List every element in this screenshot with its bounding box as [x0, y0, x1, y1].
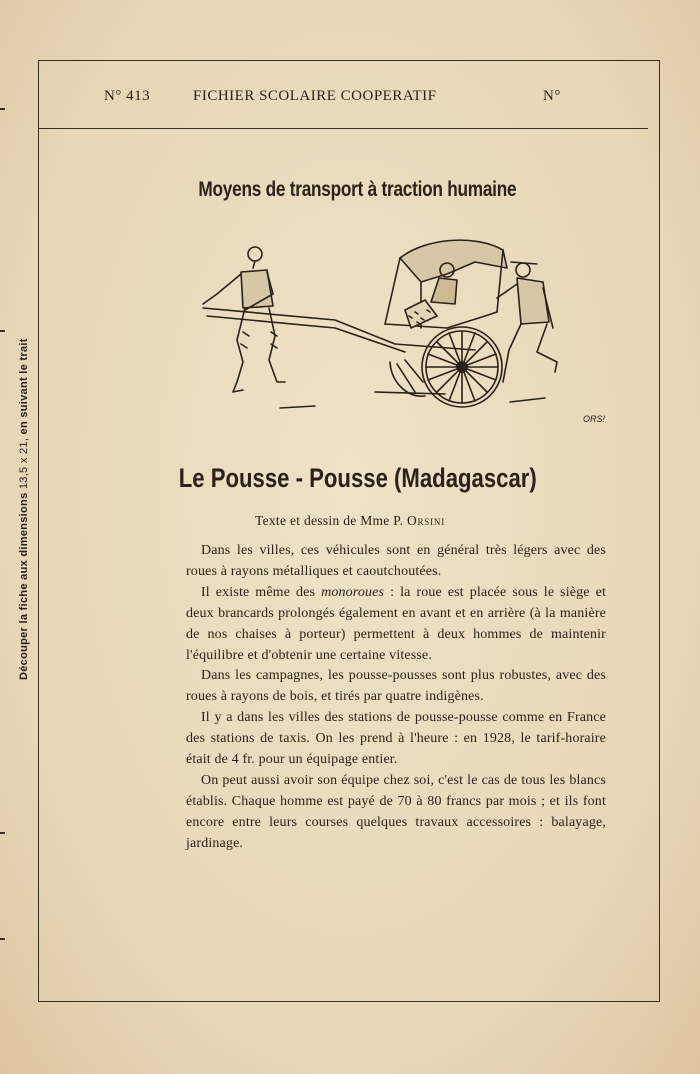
collection-title: FICHIER SCOLAIRE COOPERATIF — [193, 88, 437, 104]
card-header — [0, 88, 700, 110]
punch-mark — [0, 832, 5, 834]
rickshaw-drawing — [185, 232, 615, 432]
cutting-instruction-end: en suivant le trait — [18, 338, 30, 435]
cutting-dimensions: 13,5 x 21, — [18, 437, 30, 490]
article-title: Le Pousse - Pousse (Madagascar) — [178, 463, 537, 493]
illustration-signature: ORS! — [583, 414, 606, 424]
monoroues-term: monoroues — [321, 584, 385, 600]
author-name: Orsini — [406, 513, 446, 528]
paragraph-monoroues-start: Il existe même des — [201, 584, 322, 600]
cutting-instruction-start: Découper la fiche aux dimensions — [18, 492, 30, 680]
article-body — [186, 541, 606, 855]
main-title: Moyens de transport à traction humaine — [198, 178, 517, 201]
paragraph-monoroues-end: : la roue est placée sous le siège et deux brancards prolongés également en avant et en arrière (à la manière de nos chaises à porteur) permettent à deux hommes de maintenir l'équilibre et d'obtenir une certaine vitesse. — [186, 584, 606, 663]
paragraph-city-vehicles: Dans les villes, ces véhicules sont en général très légers avec des roues à rayons métalliques et caoutchoutées. — [186, 543, 606, 579]
paragraph-stations: Il y a dans les villes des stations de pousse-pousse comme en France des stations de taxis. On les prend à l'heure : en 1928, le tarif-horaire était de 4 fr. pour un équipage entier. — [186, 710, 606, 768]
classification-number-label: N° — [543, 88, 561, 104]
byline-prefix: Texte et dessin de Mme P. — [254, 513, 404, 528]
paragraph-private-team: On peut aussi avoir son équipe chez soi, c'est le cas de tous les blancs établis. Chaque homme est payé de 70 à 80 francs par mois ; et ils font encore entre leurs courses quelques travaux accessoires : balayage, jardinage. — [186, 772, 606, 851]
punch-mark — [0, 330, 5, 332]
header-divider — [38, 128, 648, 129]
paragraph-countryside: Dans les campagnes, les pousse-pousses sont plus robustes, avec des roues à rayons de bois, et tirés par quatre indigènes. — [186, 668, 606, 705]
article-byline — [0, 513, 700, 529]
punch-mark — [0, 938, 5, 940]
cutting-instruction — [18, 280, 30, 680]
paragraph-monoroues — [186, 583, 606, 667]
card-number: N° 413 — [104, 88, 151, 104]
